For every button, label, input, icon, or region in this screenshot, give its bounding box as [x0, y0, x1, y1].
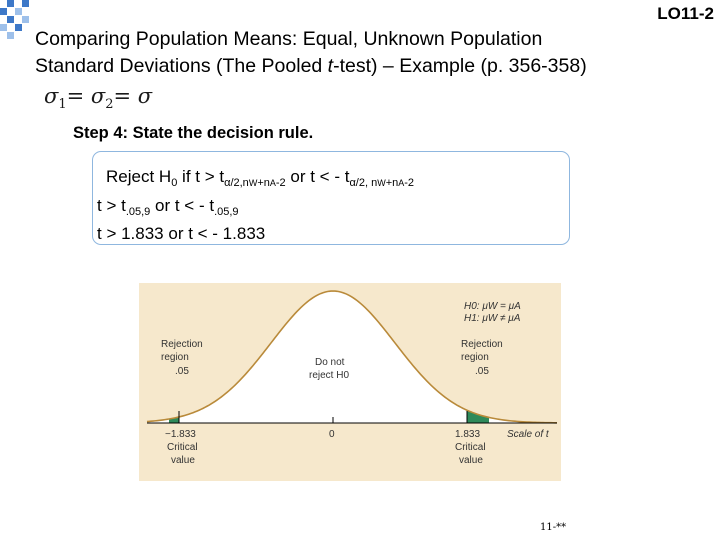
middle-region-label-2: reject H0 [309, 370, 350, 381]
left-region-label-1: Rejection [161, 339, 203, 350]
left-crit-label-1: Critical [167, 442, 198, 453]
right-crit-label-2: value [459, 455, 483, 466]
left-region-alpha: .05 [175, 366, 189, 377]
slide-title-line-2: Standard Deviations (The Pooled t-test) – Example (p. 356-358) [35, 55, 587, 77]
zero-label: 0 [329, 429, 335, 440]
axis-scale-label: Scale of t [507, 429, 549, 440]
hypothesis-alt: H1: μW ≠ μA [464, 313, 521, 324]
right-region-alpha: .05 [475, 366, 489, 377]
right-region-label-2: region [461, 352, 489, 363]
left-region-label-2: region [161, 352, 189, 363]
middle-region-label-1: Do not [315, 357, 345, 368]
left-crit-label-2: value [171, 455, 195, 466]
learning-objective-tag: LO11-2 [657, 4, 714, 23]
hypothesis-null: H0: μW = μA [464, 301, 521, 312]
logo-squares-icon [0, 0, 40, 44]
right-crit-label-1: Critical [455, 442, 486, 453]
right-crit-value: 1.833 [455, 429, 481, 440]
t-distribution-figure [139, 283, 561, 481]
decision-rule-table-values: $t > t_{.05,9}$ or t < - $t_{.05,9}$ [97, 196, 239, 218]
sigma-equality: $\sigma_1= \sigma_2= \sigma$ [44, 84, 153, 113]
left-crit-value: −1.833 [165, 429, 196, 440]
decision-rule-numeric: t > 1.833 or t < - 1.833 [97, 224, 266, 243]
slide-number: 11-** [540, 522, 567, 533]
right-region-label-1: Rejection [461, 339, 503, 350]
decision-rule-general: Reject $H_0$ if $t > t_{\alpha/2,nW+nA-2}$ or t < - $t_{\alpha/2, nW+nA-2}$ [106, 167, 415, 189]
slide-title-line-1: Comparing Population Means: Equal, Unknown Population [35, 28, 543, 50]
step-heading: Step 4: State the decision rule. [73, 124, 314, 142]
